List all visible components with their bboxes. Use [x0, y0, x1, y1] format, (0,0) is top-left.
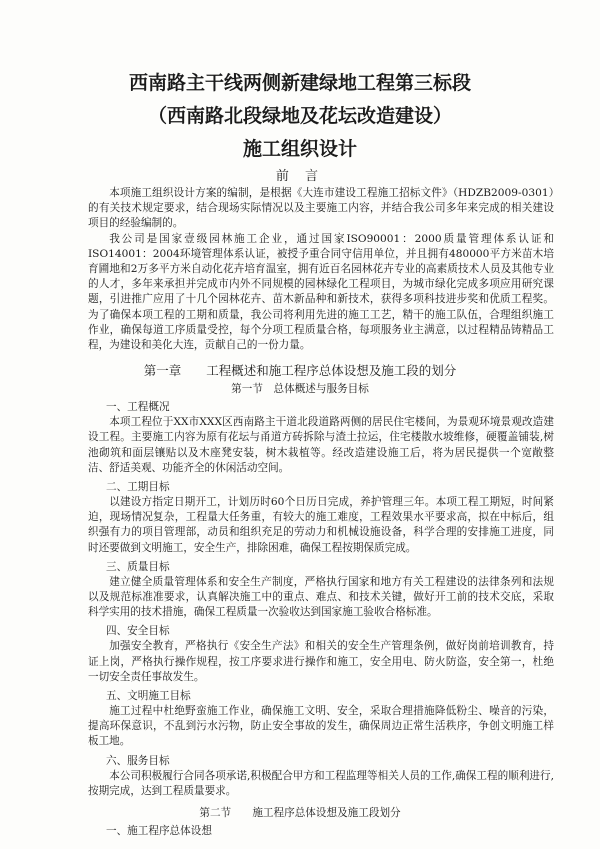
- chapter-1-title: 第一章 工程概述和施工程序总体设想及施工段的划分: [143, 363, 457, 379]
- preface-paragraph-1: 本项施工组织设计方案的编制，是根据《大连市建设工程施工招标文件》（HDZB2009-0301）的有关技术规定要求，结合现场实际情况以及主要施工内容，并结合我公司多年来完成的相关建设项目的经验编制的。: [88, 187, 554, 230]
- heading-civilized-construction-target: 五、文明施工目标: [106, 690, 191, 703]
- section-1-title: 第一节 总体概述与服务目标: [231, 383, 369, 396]
- preface-body: [88, 186, 554, 353]
- safety-target-body: [88, 639, 554, 685]
- quality-target-body: [88, 575, 554, 621]
- preface-paragraph-2: 我公司是国家壹级园林施工企业，通过国家ISO90001：2000质量管理体系认证和ISO14001：2004环境管理体系认证，被授予重合同守信用单位，并且拥有480000平方米苗木培育圃地和2万多平方米自动化花卉培育温室，拥有近百名园林花卉专业的高素质技术人员及其他专业的人才，多年来承担并完成市内外不同规模的园林绿化工程项目，为城市绿化完成多项应用研究课题，引进推广应用了十几个园林花卉、苗木新品种和新技术，获得多项科技进步奖和优质工程奖。为了确保本项工程的工期和质量，我公司将利用先进的施工工艺，精干的施工队伍，合理组织施工作业，确保每道工序质量受控，每个分项工程质量合格，每项服务业主满意，以过程精品铸精品工程，为建设和美化大连，贡献自己的一份力量。: [88, 232, 554, 352]
- civilized-construction-paragraph: 施工过程中杜绝野蛮施工作业，确保施工文明、安全，采取合理措施降低粉尘、噪音的污染，提高环保意识，不乱到污水污物，防止安全事故的发生，确保周边正常生活秩序，争创文明施工样板工地。: [88, 705, 554, 748]
- service-target-body: [88, 769, 554, 799]
- civilized-construction-body: [88, 704, 554, 750]
- preface-heading: 前 言: [275, 169, 325, 184]
- safety-target-paragraph: 加强安全教育，严格执行《安全生产法》和相关的安全生产管理条例，做好岗前培训教育，持证上岗，严格执行操作规程，按工序要求进行操作和施工，安全用电、防火防盗，安全第一，杜绝一切安全责任事故发生。: [88, 640, 554, 683]
- service-target-paragraph: 本公司积极履行合同各项承诺,积极配合甲方和工程监理等相关人员的工作,确保工程的顺利进行,按期完成，达到工程质量要求。: [88, 769, 554, 797]
- document-title-line-3: 施工组织设计: [242, 138, 357, 160]
- project-overview-paragraph: 本项工程位于XX市XXX区西南路主干道北段道路两侧的居民住宅楼间，为景观环境景观改造建设工程。主要施工内容为原有花坛与甬道方砖拆除与渣土拉运，住宅楼散水坡维修，硬覆盖铺装,树池砌筑和面层镶贴以及木座凳安装，树木栽植等。经改造建设施工后，将为居民提供一个宽敞整洁、舒适美观、功能齐全的休闲活动空间。: [88, 416, 554, 474]
- heading-safety-target: 四、安全目标: [106, 625, 170, 638]
- document-title-line-2: （西南路北段绿地及花坛改造建设）: [147, 105, 452, 127]
- section-2-title: 第二节 施工程序总体设想及施工段划分: [199, 807, 401, 820]
- heading-quality-target: 三、质量目标: [106, 560, 170, 573]
- project-overview-body: [88, 415, 554, 476]
- heading-construction-procedure: 一、施工程序总体设想: [106, 825, 212, 838]
- heading-project-overview: 一、工程概况: [106, 401, 170, 414]
- heading-schedule-target: 二、工期目标: [106, 481, 170, 494]
- schedule-target-body: [88, 495, 554, 556]
- schedule-target-paragraph: 以建设方指定日期开工，计划历时60个日历日完成，养护管理三年。本项工程工期短，时间紧迫，现场情况复杂，工程量大任务重，有较大的施工难度，工程效果水平要求高，拟在中标后，组织强有力的项目管理部，动员和组织充足的劳动力和机械设施设备，科学合理的安排施工进度，同时还要做到文明施工，安全生产，排除困难，确保工程按期保质完成。: [88, 496, 554, 554]
- heading-service-target: 六、服务目标: [106, 754, 170, 767]
- document-title-line-1: 西南路主干线两侧新建绿地工程第三标段: [128, 72, 471, 94]
- quality-target-paragraph: 建立健全质量管理体系和安全生产制度，严格执行国家和地方有关工程建设的法律条列和法规以及规范标准准要求，认真解决施工中的重点、难点、和技术关键，做好开工前的技术交底，采取科学实用的技术措施，确保工程质量一次验收达到国家施工验收合格标准。: [88, 575, 554, 619]
